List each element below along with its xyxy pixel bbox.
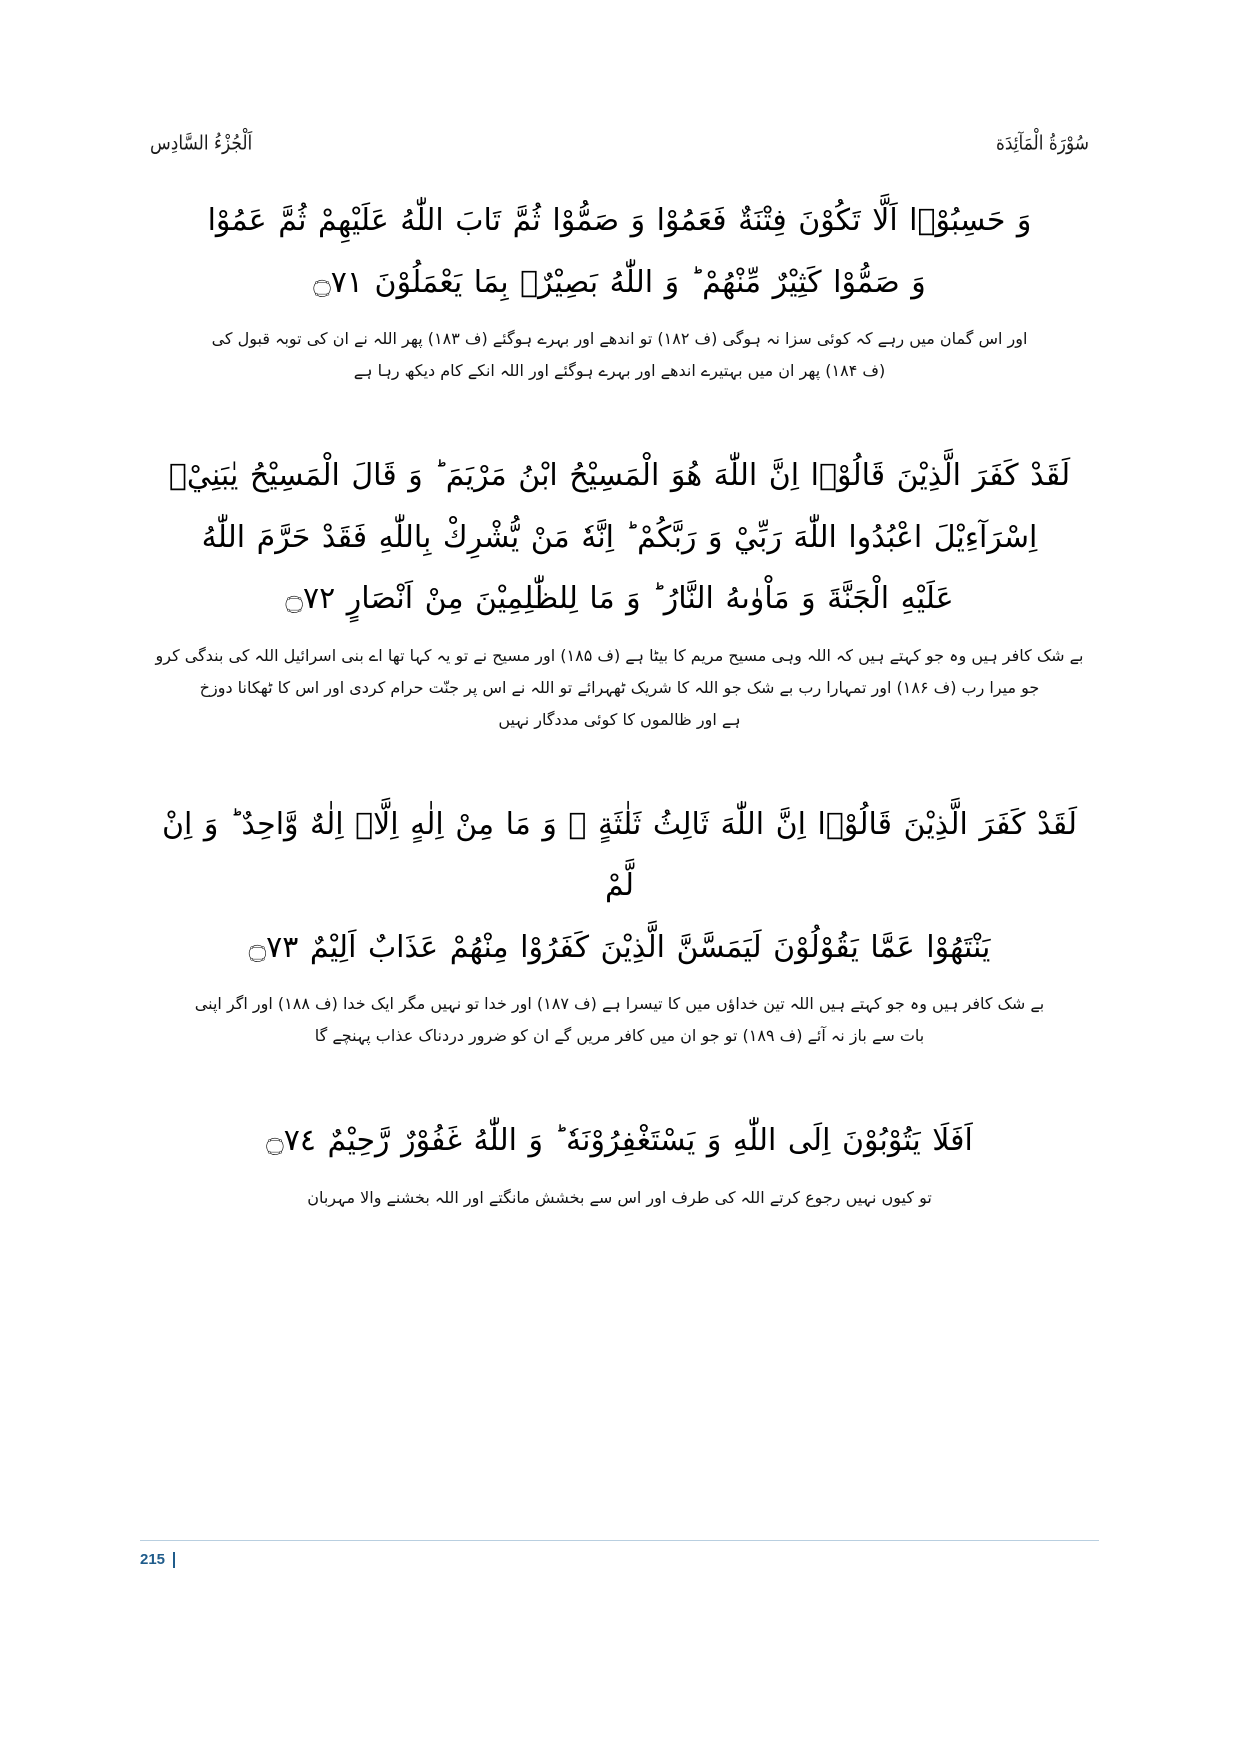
verse-block-72	[140, 445, 1099, 736]
arabic-text-72	[140, 445, 1099, 630]
urdu-line: تو کیوں نہیں رجوع کرتے اللہ کی طرف اور اس سے بخشش مانگتے اور اللہ بخشنے والا مہربان	[307, 1187, 932, 1207]
footer-accent-bar	[173, 1552, 175, 1568]
urdu-line: بے شک کافر ہیں وہ جو کہتے ہیں اللہ تین خداؤں میں کا تیسرا ہے (ف ۱۸۷) اور خدا تو نہیں مگر ایک خدا (ف ۱۸۸) اور اگر اپنی	[194, 994, 1045, 1013]
urdu-translation-74	[140, 1182, 1099, 1214]
urdu-line: ہے اور ظالموں کا کوئی مددگار نہیں	[498, 709, 741, 729]
arabic-line: يَنْتَهُوْا عَمَّا يَقُوْلُوْنَ لَيَمَسَّنَّ الَّذِيْنَ كَفَرُوْا مِنْهُمْ عَذَابٌ اَلِيْمٌ ۝٧٣	[248, 929, 991, 965]
arabic-text-71	[140, 190, 1099, 313]
urdu-translation-71	[140, 323, 1099, 387]
page-content	[140, 190, 1099, 1256]
page-header	[150, 132, 1089, 172]
urdu-translation-72	[140, 640, 1099, 736]
verse-block-71	[140, 190, 1099, 387]
urdu-line: بے شک کافر ہیں وہ جو کہتے ہیں کہ اللہ وہی مسیح مریم کا بیٹا ہے (ف ۱۸۵) اور مسیح نے تو یہ کہا تھا اے بنی اسرائیل اللہ کی بندگی کرو	[155, 645, 1084, 665]
urdu-line: بات سے باز نہ آئے (ف ۱۸۹) تو جو ان میں کافر مریں گے ان کو ضرور دردناک عذاب پہنچے گا	[314, 1026, 925, 1045]
urdu-line: اور اس گمان میں رہے کہ کوئی سزا نہ ہوگی (ف ۱۸۲) تو اندھے اور بہرے ہوگئے (ف ۱۸۳) پھر اللہ نے ان کی توبہ قبول کی	[211, 329, 1028, 348]
page-footer	[140, 1540, 1099, 1600]
arabic-text-73	[140, 794, 1099, 979]
arabic-line: لَقَدْ كَفَرَ الَّذِيْنَ قَالُوْۤا اِنَّ اللّٰهَ ثَالِثُ ثَلٰثَةٍ ۘ وَ مَا مِنْ اِلٰهٍ اِلَّاۤ اِلٰهٌ وَّاحِدٌ ؕ وَ اِنْ لَّمْ	[161, 806, 1078, 903]
verse-block-73	[140, 794, 1099, 1053]
surah-title: سُوْرَةُ الْمَآئِدَة	[995, 132, 1089, 155]
urdu-line: (ف ۱۸۴) پھر ان میں بہتیرے اندھے اور بہرے ہوگئے اور اللہ انکے کام دیکھ رہا ہے	[353, 361, 886, 380]
arabic-text-74	[140, 1110, 1099, 1172]
arabic-line: عَلَيْهِ الْجَنَّةَ وَ مَاْوٰىهُ النَّارُ ؕ وَ مَا لِلظّٰلِمِيْنَ مِنْ اَنْصَارٍ ۝٧٢	[285, 581, 954, 616]
arabic-line: اِسْرَآءِيْلَ اعْبُدُوا اللّٰهَ رَبِّيْ وَ رَبَّكُمْ ؕ اِنَّهٗ مَنْ يُّشْرِكْ بِاللّٰهِ فَقَدْ حَرَّمَ اللّٰهُ	[201, 519, 1038, 555]
arabic-line: لَقَدْ كَفَرَ الَّذِيْنَ قَالُوْۤا اِنَّ اللّٰهَ هُوَ الْمَسِيْحُ ابْنُ مَرْيَمَ ؕ وَ قَالَ الْمَسِيْحُ يٰبَنِيْۤ	[168, 458, 1071, 493]
urdu-translation-73	[140, 988, 1099, 1052]
urdu-line: جو میرا رب (ف ۱۸۶) اور تمہارا رب بے شک جو اللہ کا شریک ٹھہرائے تو اللہ نے اس پر جنّت حرام کردی اور اس کا ٹھکانا دوزخ	[199, 677, 1040, 697]
juz-label: اَلْجُزْءُ السَّادِس	[150, 132, 253, 155]
arabic-line: وَ صَمُّوْا كَثِيْرٌ مِّنْهُمْ ؕ وَ اللّٰهُ بَصِيْرٌۢ بِمَا يَعْمَلُوْنَ ۝٧١	[313, 264, 926, 300]
page-number: 215	[140, 1551, 166, 1568]
arabic-line: وَ حَسِبُوْۤا اَلَّا تَكُوْنَ فِتْنَةٌ فَعَمُوْا وَ صَمُّوْا ثُمَّ تَابَ اللّٰهُ عَلَيْهِمْ ثُمَّ عَمُوْا	[207, 203, 1032, 238]
verse-block-74	[140, 1110, 1099, 1214]
arabic-line: اَفَلَا يَتُوْبُوْنَ اِلَى اللّٰهِ وَ يَسْتَغْفِرُوْنَهٗ ؕ وَ اللّٰهُ غَفُوْرٌ رَّحِيْمٌ ۝٧٤	[266, 1123, 973, 1158]
